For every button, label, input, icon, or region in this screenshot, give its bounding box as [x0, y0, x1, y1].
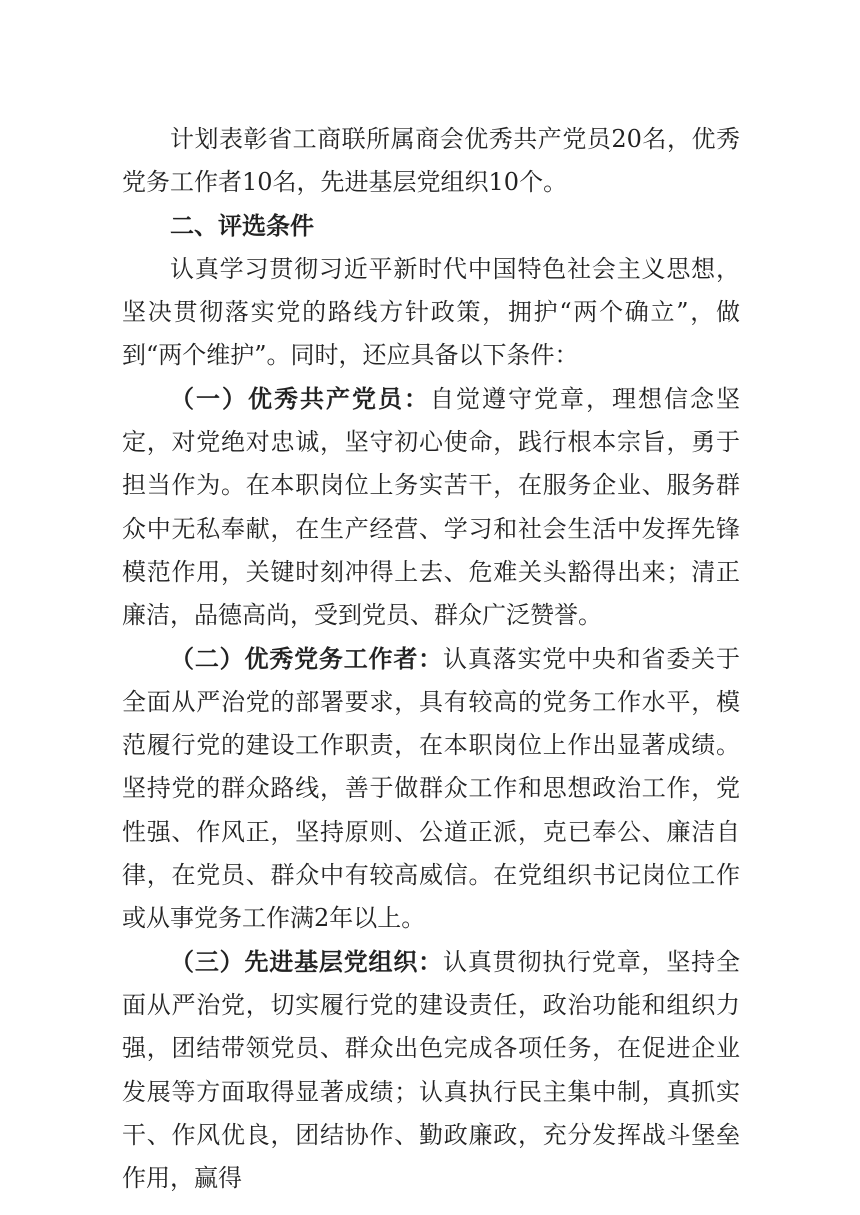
- criterion-party-organization: [122, 941, 740, 1201]
- section-heading: 二、评选条件: [170, 211, 314, 240]
- criteria-intro-paragraph: 认真学习贯彻习近平新时代中国特色社会主义思想，坚决贯彻落实党的路线方针政策，拥护“两个确立”，做到“两个维护”。同时，还应具备以下条件：: [122, 254, 740, 370]
- document-body: [122, 118, 740, 1200]
- criterion-body: 自觉遵守党章，理想信念坚定，对党绝对忠诚，坚守初心使命，践行根本宗旨，勇于担当作为。在本职岗位上务实苦干，在服务企业、服务群众中无私奉献，在生产经营、学习和社会生活中发挥先锋模范作用，关键时刻冲得上去、危难关头豁得出来；清正廉洁，品德高尚，受到党员、群众广泛赞誉。: [122, 384, 740, 630]
- criterion-title: （二）优秀党务工作者：: [170, 644, 443, 673]
- criterion-party-member: [122, 378, 740, 638]
- criterion-body: 认真落实党中央和省委关于全面从严治党的部署要求，具有较高的党务工作水平，模范履行党的建设工作职责，在本职岗位上作出显著成绩。坚持党的群众路线，善于做群众工作和思想政治工作，党性强、作风正，坚持原则、公道正派，克已奉公、廉洁自律，在党员、群众中有较高威信。在党组织书记岗位工作或从事党务工作满2年以上。: [122, 644, 740, 933]
- intro-paragraph: 计划表彰省工商联所属商会优秀共产党员20名，优秀党务工作者10名，先进基层党组织10个。: [122, 125, 740, 197]
- criterion-title: （一）优秀共产党员：: [170, 384, 430, 413]
- criterion-body: 认真贯彻执行党章，坚持全面从严治党，切实履行党的建设责任，政治功能和组织力强，团结带领党员、群众出色完成各项任务，在促进企业发展等方面取得显著成绩；认真执行民主集中制，真抓实干、作风优良，团结协作、勤政廉政，充分发挥战斗堡垒作用，赢得: [122, 947, 740, 1193]
- criterion-party-worker: [122, 638, 740, 941]
- criterion-title: （三）先进基层党组织：: [170, 947, 443, 976]
